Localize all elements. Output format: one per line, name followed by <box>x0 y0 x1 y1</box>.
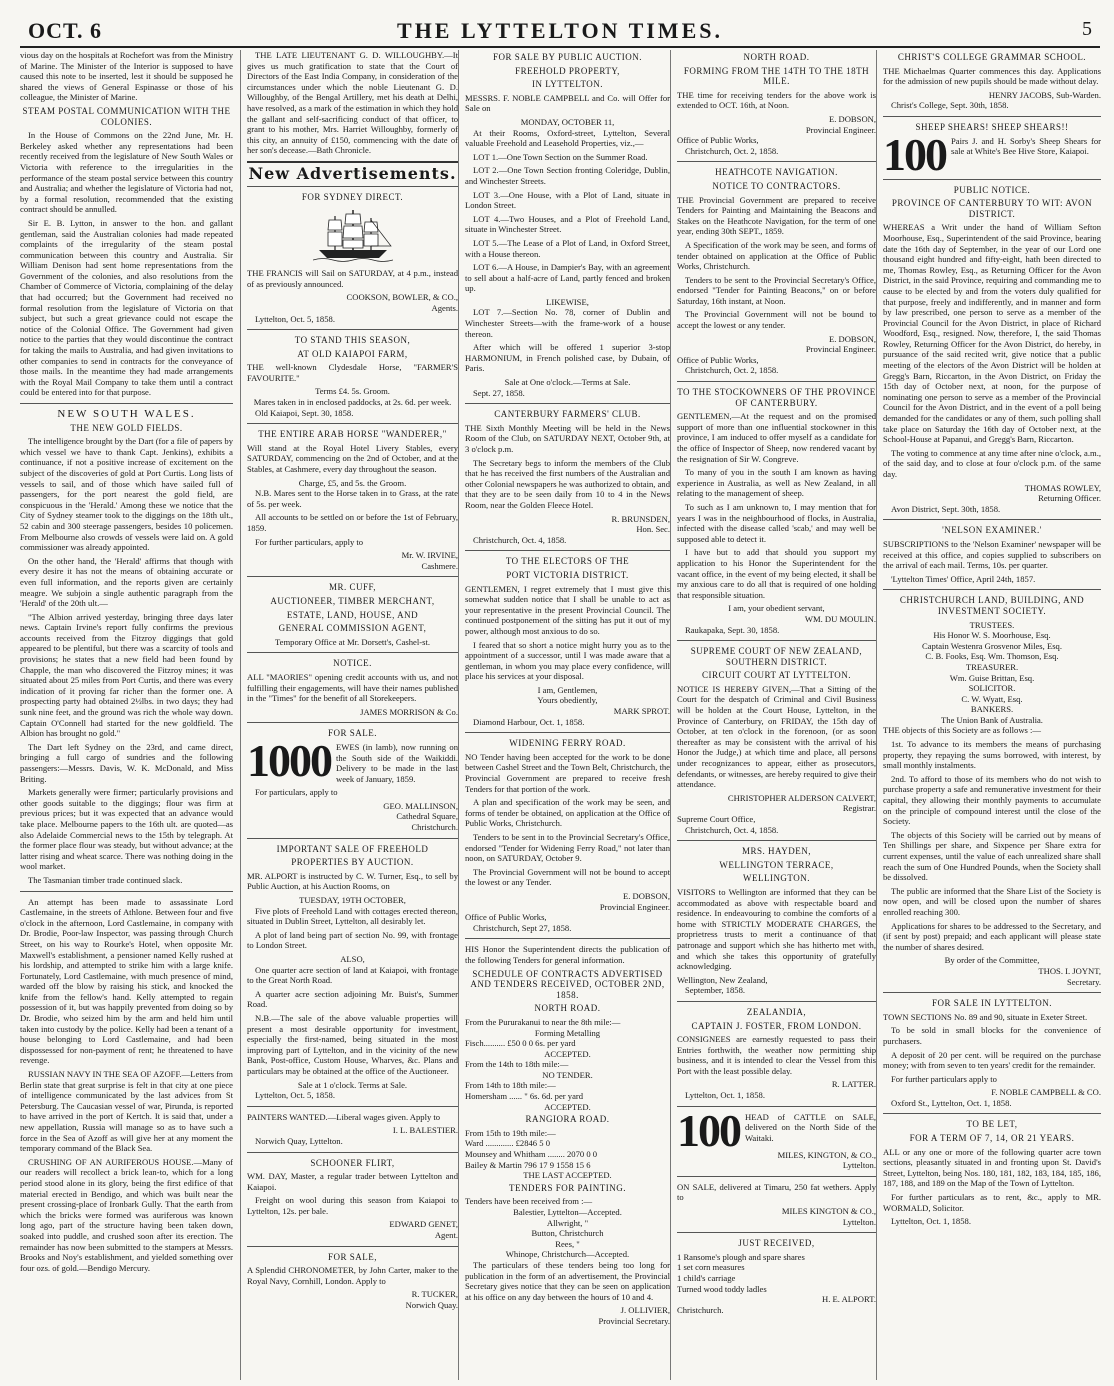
ad-heading: FOR SYDNEY DIRECT. <box>301 191 404 202</box>
article-text: The Tasmanian timber trade continued slack. <box>28 874 183 885</box>
ad-signature: Lyttelton. <box>842 1160 876 1171</box>
article-heading: STEAM POSTAL COMMUNICATION WITH THE COLONIES. <box>22 105 231 127</box>
divider <box>247 1106 458 1107</box>
ad-signature: Cathedral Square, <box>396 811 458 822</box>
ad-text: For further particulars, apply to <box>255 536 364 547</box>
column-2 <box>240 50 464 1380</box>
ad-text: Captain Westenra Grosvenor Miles, Esq. <box>922 640 1062 651</box>
table-row: Bailey & Martin 796 17 9 1558 15 6 <box>465 1159 591 1170</box>
ad-signature: Cashmere. <box>421 560 458 571</box>
ad-text: The voting to commence at any time after nine o'clock, a.m., of the said day, and to close at four o'clock p.m. of the same day. <box>883 447 1101 479</box>
ad-signature: Lyttelton. <box>842 1216 876 1227</box>
ad-text: Norwich Quay, Lyttelton. <box>255 1135 343 1146</box>
ad-text: Tenders to be sent to the Provincial Secretary's Office, endorsed "Tender for Painting Beacons," on or before Saturday, 16th instant, at Noon. <box>677 274 876 306</box>
ad-text: VISITORS to Wellington are informed that they can be accommodated as above with respectable board and residence. In endeavouring to combine the comforts of a home with STRICTLY MODERATE CHARGES, the proprietress trusts to merit a continuance of that patronage and support which she has hitherto met with, and which she takes this opportunity of gratefully acknowledging. <box>677 886 876 972</box>
table-row: Fisch.......... £50 0 0 6s. per yard <box>465 1038 576 1049</box>
divider <box>247 161 458 163</box>
ad-subheading: TREASURER. <box>965 661 1019 672</box>
ad-signature: MILES KINGTON & CO., <box>781 1206 876 1217</box>
article-text: Markets generally were firmer; particularly provisions and other goods suitable to the diggings; flour was firm at previous prices; but it was expected that an advance would take place. Melbourne papers to the 16th ult. are quoted—as also Adelaide Commercial news to the 15th by telegraph. At the former place flour was steady, but without advance; at the latter rising and wheat scarce. There was nothing doing in the wool market. <box>20 787 233 872</box>
divider <box>883 116 1101 117</box>
divider <box>883 519 1101 520</box>
ad-heading: CIRCUIT COURT AT LYTTELTON. <box>701 670 852 681</box>
ad-text: Mares taken in in enclosed paddocks, at 2s. 6d. per week. <box>253 397 452 408</box>
ad-big-number: 100 <box>883 128 946 180</box>
divider <box>465 732 670 733</box>
list-item: LOT 4.—Two Houses, and a Plot of Freehold Land, situate in Winchester Street. <box>465 213 670 235</box>
ad-date: Christchurch, Oct. 4, 1858. <box>685 824 779 835</box>
ad-heading: CANTERBURY FARMERS' CLUB. <box>494 409 641 420</box>
article-text: CRUSHING OF AN AURIFEROUS HOUSE.—Many of our readers will recollect a brick lean-to, which for a long period stood alone in its glory, being the first edifice of that material erected in Bendigo, and which was built near the present crossing-place of Ironbark Gully. That the earth from which the bricks were formed was auriferous was known long ago, part of the structure having been taken down, soaked into puddle, and crushed soon after its erection. The remainder has now been submitted to the stampers at Messrs. Brooks and Noy's establishment, and yielded something over four ozs. of gold.—Bendigo Mercury. <box>20 1156 233 1273</box>
ad-text: Office of Public Works, <box>465 912 547 923</box>
ad-heading: MR. CUFF, <box>328 582 377 593</box>
ad-text: TUESDAY, 19TH OCTOBER, <box>299 895 406 906</box>
ad-heading: IMPORTANT SALE OF FREEHOLD <box>276 843 429 854</box>
divider <box>247 722 458 723</box>
ad-heading: GENERAL COMMISSION AGENT, <box>278 623 427 634</box>
ad-heading: THE ENTIRE ARAB HORSE "WANDERER," <box>258 429 447 440</box>
ad-heading: SCHEDULE OF CONTRACTS ADVERTISED AND TENDERS RECEIVED, OCTOBER 2ND, 1858. <box>470 968 665 1000</box>
ad-text: For further particulars as to rent, &c., apply to MR. WORMALD, Solicitor. <box>883 1192 1101 1213</box>
divider <box>883 1113 1101 1114</box>
ad-heading: SHEEP SHEARS! SHEEP SHEARS!! <box>915 121 1069 132</box>
ad-heading: FOR SALE BY PUBLIC AUCTION. <box>493 52 642 62</box>
page-number: 5 <box>1082 18 1092 40</box>
ad-signature: I. L. BALESTIER. <box>392 1125 458 1136</box>
ad-signature: JAMES MORRISON & Co. <box>360 706 458 717</box>
ad-text: For further particulars apply to <box>891 1073 997 1084</box>
article-subheading: THE NEW GOLD FIELDS. <box>70 422 183 433</box>
ad-text: THE Michaelmas Quarter commences this day. Applications for the admission of new pupils should be made without delay. <box>883 65 1101 87</box>
divider <box>247 423 458 424</box>
list-item: Allwright, " <box>546 1217 589 1228</box>
divider <box>247 186 458 187</box>
ad-text: WM. DAY, Master, a regular trader between Lyttelton and Kaiapoi. <box>247 1171 458 1192</box>
ad-text: THE well-known Clydesdale Horse, "FARMER'S FAVOURITE." <box>247 362 458 383</box>
ad-heading: AUCTIONEER, TIMBER MERCHANT, <box>270 595 435 606</box>
ad-big-number: 100 <box>677 1104 740 1156</box>
ad-signature: THOMAS ROWLEY, <box>1024 482 1101 493</box>
ad-text: Tenders have been received from :— <box>465 1196 593 1207</box>
list-item: LOT 6.—A House, in Dampier's Bay, with an agreement to sell about a half-acre of Land, partly fenced and broken up. <box>465 262 670 294</box>
ad-signature: THOS. I. JOYNT, <box>1038 965 1101 976</box>
article-text: Sir E. B. Lytton, in answer to the hon. and gallant gentleman, said the Australian colonies had made repeated complaints of the irregularity of the steam postal communication between this country and Australia. Sir William Denison had sent home representations from the Government of the colonies, and also resolutions from the Chamber of Commerce of Victoria, complaining of the delay that had occurred; but the Government had received no formal resolution from the legislature of Victoria on that subject, but such a great grievance could not escape the notice of the Colonial Office. The Government had given notice to the parties that they would discontinue the contract for taking the mails to Australia, and had given invitations to other companies to send in contracts for the conveyance of those mails. In the meantime they had made arrangements with the Royal Mail Company to take them until a contract could be entered into for that purpose. <box>20 217 233 398</box>
ad-text: ALL or any one or more of the following quarter acre town sections, pleasantly situated in and fronting upon St. David's Street, Lyttelton, being Nos. 180, 181, 182, 183, 184, 185, 186, 187, 188, and 189 on the Map of the Town of Lyttelton. <box>883 1146 1101 1189</box>
ad-text: WHEREAS a Writ under the hand of William Sefton Moorhouse, Esq., Superintendent of the said Province, bearing date the 16th day of September, in the year of our Lord one thousand eight hundred and fifty-eight, hath been directed to me, Thomas Rowley, Esq., as Returning Officer for the Avon District, in the said Province, requiring and commanding me to cause to be elected by and from the voters duly qualified for that purpose, freely and indifferently, and in manner and form by law prescribed, one person to serve as a member of the Provincial Council for the Avon District, in place of Richard Woodford, Esq., resigned. Now, therefore, I, the said Thomas Rowley, Returning Officer for the Avon District, do hereby, in pursuance of the said recited writ, give notice that a public meeting of the electors of the Avon District will be holden at Gregg's Barn, Riccarton, in the Avon District, on Friday the 15th day of October next, at noon, for the purpose of nominating one person to serve as a member of the Provincial Council for the Avon District, and in the event of a poll being demanded for the candidates or any of them, such polling shall take place on Saturday the 16th day of October next, at the School-House at Papanui, and Gregg's Barn, Riccarton. <box>883 222 1101 445</box>
ad-heading: CAPTAIN J. FOSTER, FROM LONDON. <box>691 1020 862 1031</box>
ad-heading: FREEHOLD PROPERTY, <box>515 65 620 76</box>
ad-text: After which will be offered 1 superior 3-stop HARMONIUM, in French polished case, by Dubain, of Paris. <box>465 342 670 374</box>
ad-date: September, 1858. <box>685 985 746 996</box>
ad-text: The particulars of these tenders being too long for publication in the form of an advertisement, the Provincial Secretary gives notice that they can be seen on application at his office on any day between the hours of 10 and 4. <box>465 1259 670 1302</box>
ad-heading: TO STAND THIS SEASON, <box>294 335 411 346</box>
ad-text: ON SALE, delivered at Timaru, 250 fat wethers. Apply to <box>677 1181 876 1203</box>
ad-text: THE Provincial Government are prepared to receive Tenders for Painting and Maintaining the Beacons and Stakes on the Heathcote Navigation, for the term of one year, ending 30th SEPT., 1859. <box>677 194 876 237</box>
ad-text: ACCEPTED. <box>544 1101 591 1112</box>
table-row: Homersham ...... " 6s. 6d. per yard <box>465 1091 584 1102</box>
list-item: 1 Ransome's plough and spare shares <box>677 1251 805 1262</box>
ad-text: GENTLEMEN, I regret extremely that I must give this somewhat sudden notice that I shall be unable to act as your representative in the present Provincial Council. The continued postponement of the sitting has put it out of my power, although most anxious to do so. <box>465 583 670 636</box>
ad-heading: PROVINCE OF CANTERBURY TO WIT: AVON DISTRICT. <box>891 198 1093 219</box>
ad-text: The Provincial Government will not be bound to accept the lowest or any tender. <box>677 309 876 331</box>
ad-text: I have but to add that should you support my application to his Honor the Superintendent for the vacant office, in the event of my being elected, it shall be my anxious care to do all that is required of one holding that responsible situation. <box>677 547 876 600</box>
divider <box>20 891 233 892</box>
ad-text: EWES (in lamb), now running on the South side of the Waikiddi. Delivery to be made in the last week of January, 1859. <box>336 741 458 784</box>
ad-date: Diamond Harbour, Oct. 1, 1858. <box>473 716 585 727</box>
column-3 <box>458 50 676 1380</box>
ad-text: All accounts to be settled on or before the 1st of February, 1859. <box>247 512 458 533</box>
ad-text: THE FRANCIS will Sail on SATURDAY, at 4 p.m., instead of as previously announced. <box>247 268 458 289</box>
ad-text: Temporary Office at Mr. Dorsett's, Cashel-st. <box>275 636 430 647</box>
divider <box>465 550 670 551</box>
ad-heading: CHRIST'S COLLEGE GRAMMAR SCHOOL. <box>897 52 1087 62</box>
ad-date: Lyttelton, Oct. 1, 1858. <box>685 1090 765 1101</box>
ad-text: THE LAST ACCEPTED. <box>523 1170 612 1181</box>
article-text: THE LATE LIEUTENANT G. D. WILLOUGHBY.—It gives us much gratification to state that the Court of Directors of the East India Company, in consideration of the circumstances under which the noble Lieutenant G. D. Willoughby, of the Bengal Artillery, met his death at Delhi, have resolved, as a mark of the estimation in which they hold the gallant and self-sacrificing conduct of that officer, to grant to his mother, Mrs. Harriet Willoughby, formerly of this city, an annuity of £150, commencing with the date of her son's decease.—Bath Chronicle. <box>247 50 458 156</box>
divider <box>247 329 458 330</box>
ad-signature: Provincial Engineer. <box>805 124 876 135</box>
ad-heading: PORT VICTORIA DISTRICT. <box>506 569 629 580</box>
ad-text: Terms £4. 5s. Groom. <box>315 386 390 397</box>
list-item: LOT 1.—One Town Section on the Summer Road. <box>473 151 648 162</box>
ad-signature: Returning Officer. <box>1038 493 1101 504</box>
divider <box>677 1232 876 1233</box>
list-item: 1 set corn measures <box>677 1262 745 1273</box>
ad-signature: WM. DU MOULIN. <box>804 613 876 624</box>
divider <box>247 576 458 577</box>
ad-signature: MARK SPROT. <box>613 706 670 717</box>
ad-text: NOTICE IS HEREBY GIVEN,—That a Sitting of the Court for the despatch of Criminal and Civil Business will be holden at the Court House, Lyttelton, in the Province of Canterbury, on FRIDAY, the 15th day of October, at ten o'clock in the forenoon, (or as soon thereafter as may be consistent with the arrival of his Honor the Judge,) at which time and place, all persons under recognizances to appear, either as prosecutors, defendants, or witnesses, are hereby required to give their attendance. <box>677 683 876 790</box>
ad-text: For particulars, apply to <box>255 787 338 798</box>
ad-heading: PROPERTIES BY AUCTION. <box>291 857 414 868</box>
ad-text: To many of you in the south I am known as having experience in Australia, as well as New Zealand, in all relating to the management of sheep. <box>677 467 876 499</box>
list-item: Whinope, Christchurch—Accepted. <box>505 1249 630 1260</box>
ad-text: 2nd. To afford to those of its members who do not wish to purchase property a safe and remunerative investment for their capital, they allowing their monthly payments to accumulate on the principle of compound interest until the close of the Society. <box>883 773 1101 827</box>
ad-text: I am, your obedient servant, <box>728 603 825 614</box>
ad-heading: AT OLD KAIAPOI FARM, <box>297 348 408 359</box>
divider <box>247 838 458 839</box>
ad-text: PAINTERS WANTED.—Liberal wages given. Apply to <box>247 1111 441 1122</box>
ad-text: ALSO, <box>340 954 365 964</box>
ad-text: Tenders to be sent in to the Provincial Secretary's Office, endorsed "Tender for Widening Ferry Road," not later than noon, on SATURDAY, October 9. <box>465 832 670 864</box>
ad-heading: NOTICE. <box>333 658 372 669</box>
ad-heading: TO THE ELECTORS OF THE <box>505 556 630 567</box>
ad-text: Sale at 1 o'clock. Terms at Sale. <box>297 1079 408 1090</box>
ad-date: Christchurch, Sept 27, 1858. <box>473 922 572 933</box>
ad-heading: NORTH ROAD. <box>534 1003 601 1014</box>
ad-text: NO TENDER. <box>542 1069 593 1080</box>
ad-text: Supreme Court Office, <box>677 814 756 824</box>
ad-text: Office of Public Works, <box>677 354 759 365</box>
ad-heading: ZEALANDIA, <box>746 1006 807 1017</box>
ad-signature: EDWARD GENET, <box>389 1219 458 1230</box>
divider <box>883 992 1101 993</box>
divider <box>677 381 876 382</box>
ad-text: By order of the Committee, <box>944 955 1040 966</box>
list-item: Button, Christchurch <box>531 1228 604 1239</box>
column-1 <box>20 50 239 1380</box>
ad-subheading: BANKERS. <box>970 704 1014 715</box>
divider <box>465 938 670 939</box>
ad-heading: TO THE STOCKOWNERS OF THE PROVINCE OF CANTERBURY. <box>677 387 876 408</box>
ad-heading: FOR A TERM OF 7, 14, OR 21 YEARS. <box>909 1133 1075 1144</box>
ad-text: Pairs J. and H. Sorby's Sheep Shears for sale at White's Bee Hive Store, Kaiapoi. <box>951 135 1101 157</box>
ad-heading: FOR SALE IN LYTTELTON. <box>931 998 1053 1009</box>
ad-text: MR. ALPORT is instructed by C. W. Turner, Esq., to sell by Public Auction, at his Auction Rooms, on <box>247 870 458 892</box>
ad-heading: FOR SALE, <box>327 1251 377 1262</box>
ad-date: Lyttelton, Oct. 1, 1858. <box>891 1216 971 1227</box>
ad-heading: CHRISTCHURCH LAND, BUILDING, AND INVESTMENT SOCIETY. <box>899 595 1085 616</box>
ad-date: Christ's College, Sept. 30th, 1858. <box>891 100 1009 111</box>
ad-signature: Mr. W. IRVINE, <box>401 550 458 561</box>
ad-heading: ESTATE, LAND, HOUSE, AND <box>286 609 419 620</box>
ad-heading: IN LYTTELTON. <box>531 79 604 90</box>
ad-signature: Provincial Secretary. <box>598 1315 670 1326</box>
ad-text: HEAD of CATTLE on SALE, delivered on the North Side of the Waitaki. <box>745 1111 876 1143</box>
ad-text: ALL "MAORIES" opening credit accounts with us, and not fulfilling their engagements, will have their names published in the "Times" for the benefit of all Storekeepers. <box>247 671 458 704</box>
ad-text: MONDAY, OCTOBER 11, <box>520 116 615 127</box>
ad-signature: Hon. Sec. <box>636 524 670 535</box>
ad-text: The public are informed that the Share List of the Society is now open, and will be closed upon the number of shares enrolled reaching 300. <box>883 885 1101 917</box>
ad-date: Oxford St., Lyttelton, Oct. 1, 1858. <box>891 1097 1012 1108</box>
ad-date: Lyttelton, Oct. 5, 1858. <box>255 1090 335 1101</box>
ad-text: 1st. To advance to its members the means of purchasing property, they repaying the sums borrowed, with interest, by small monthly instalments. <box>883 739 1101 771</box>
ad-text: C. W. Wyatt, Esq. <box>961 693 1023 704</box>
ad-text: A plan and specification of the work may be seen, and forms of tender be obtained, on application at the Office of Public Works, Christchurch. <box>465 797 670 829</box>
ad-text: Applications for shares to be addressed to the Secretary, and (if sent by post) prepaid; and each applicant will please state the number of shares desired. <box>883 920 1101 952</box>
ad-text: C. B. Fooks, Esq. Wm. Thomson, Esq. <box>925 651 1059 662</box>
ad-text: Five plots of Freehold Land with cottages erected thereon, situated in Dublin Street, Lyttelton, all desirably let. <box>247 905 458 927</box>
list-item: LOT 3.—One House, with a Plot of Land, situate in London Street. <box>465 189 670 211</box>
ad-text: From the Pururakanui to near the 8th mile:— <box>465 1016 621 1027</box>
ad-text: GENTLEMEN,—At the request and on the promised support of more than one influential stockowner in this province, I am induced to offer myself as a candidate for the office of Inspector of Sheep, now rendered vacant by the resignation of Sir W. Congreve. <box>677 411 876 464</box>
table-row: Ward ............. £2846 5 0 <box>465 1138 550 1149</box>
ad-text: Wm. Guise Brittan, Esq. <box>949 672 1035 683</box>
ad-heading: WELLINGTON. <box>742 873 811 884</box>
ad-text: A Splendid CHRONOMETER, by John Carter, maker to the Royal Navy, Cornhill, London. Apply to <box>247 1265 458 1286</box>
ad-signature: Agent. <box>434 1230 458 1241</box>
ad-text: The Provincial Government will not be bound to accept the lowest or any Tender. <box>465 866 670 888</box>
ad-text: Sale at One o'clock.—Terms at Sale. <box>504 377 631 388</box>
ad-heading: TENDERS FOR PAINTING. <box>509 1182 626 1193</box>
ad-text: SUBSCRIPTIONS to the 'Nelson Examiner' newspaper will be received at this office, and copies supplied to subscribers on the arrival of each mail. Terms, 10s. per quarter. <box>883 538 1101 571</box>
ad-signature: GEO. MALLINSON, <box>383 800 458 811</box>
ad-date: Christchurch, Oct. 2, 1858. <box>685 145 779 156</box>
ad-date: Old Kaiapoi, Sept. 30, 1858. <box>255 407 354 418</box>
ad-big-number: 1000 <box>247 734 331 786</box>
ad-text: THE time for receiving tenders for the above work is extended to OCT. 16th, at Noon. <box>677 89 876 111</box>
list-item: Rees, " <box>555 1238 580 1249</box>
divider <box>247 1152 458 1153</box>
ad-text: I feared that so short a notice might hurry you as to the appointment of a successor, until I was made aware that a gentleman, in whom you may place every confidence, will place his services at your disposal. <box>465 639 670 682</box>
issue-date: OCT. 6 <box>28 18 103 43</box>
article-text: The intelligence brought by the Dart (for a file of papers by which vessel we have to thank Capt. Jenkins), exhibits a continuance, if not a positive increase of excitement on the subject of the discoveries of gold at Port Curtis. Long lists of vessels to sail, and of those which have sailed full of passengers, for the port nearest the gold field, are conspicuous in the 'Herald.' Among these we notice that the City of Sydney steamer took to the diggings on the 18th ult., 52 cabin and 300 steerage passengers, besides 10 policemen. From Melbourne also crowds of vessels were laid on. A gold commissioner was already appointed. <box>20 436 233 553</box>
ad-date: Lyttelton, Oct. 5, 1858. <box>255 313 335 324</box>
ad-text: A deposit of 20 per cent. will be required on the purchase money; with from seven to ten years' credit for the remainder. <box>883 1049 1101 1071</box>
article-text: In the House of Commons on the 22nd June, Mr. H. Berkeley asked whether any representations had been recently received from the legislature of New South Wales or Victoria with reference to the irregularities in the performance of the steam postal service between this country and Australia; and whether the legislature of Victoria had not, by a formal resolution, recommended that the existing contract should be annulled. <box>20 130 233 215</box>
ad-heading: FOR SALE. <box>327 728 377 739</box>
ad-date: Avon District, Sept. 30th, 1858. <box>891 503 1001 514</box>
ad-text: The objects of this Society will be carried out by means of Ten Shillings per share, and Sixpence per Share extra for current expenses, until the value of each unrealized share shall reach the sum of One Hundred Pounds, when the Society shall be dissolved. <box>883 829 1101 883</box>
ad-text: From 15th to 19th mile:— <box>465 1127 556 1138</box>
ad-heading: NOTICE TO CONTRACTORS. <box>712 180 841 191</box>
list-item: 1 child's carriage <box>677 1273 736 1283</box>
ad-signature: COOKSON, BOWLER, & CO., <box>346 292 458 303</box>
ad-heading: 'NELSON EXAMINER.' <box>942 525 1042 536</box>
ship-icon <box>313 206 393 264</box>
ad-heading: RANGIORA ROAD. <box>525 1114 610 1125</box>
ad-subheading: TRUSTEES. <box>969 619 1015 630</box>
ad-heading: MRS. HAYDEN, <box>742 846 811 857</box>
ad-signature: E. DOBSON, <box>828 113 876 124</box>
divider <box>883 589 1101 590</box>
ad-date: Christchurch, Oct. 4, 1858. <box>473 534 567 545</box>
list-item: LOT 5.—The Lease of a Plot of Land, in Oxford Street, with a House thereon. <box>465 237 670 259</box>
ad-signature: CHRISTOPHER ALDERSON CALVERT, <box>727 792 876 803</box>
divider <box>20 403 233 404</box>
article-heading: NEW SOUTH WALES. <box>57 408 196 420</box>
list-item: Turned wood toddy ladles <box>677 1283 767 1294</box>
article-text: An attempt has been made to assassinate Lord Castlemaine, in the streets of Athlone. Between four and five o'clock in the afternoon, Lord Castlemaine, in company with Dr. Brodie, Poor-law Inspector, was passing through Church Street, on his way to Rourke's Hotel, when opposite Mr. Maxwell's establishment, a pensioner named Kelly rushed at his lordship, and attempted to strike him with a large knife. Fortunately, Lord Castlemaine, with much presence of mind, warded off the blow by raising his stick, and knocked the knife from the fellow's hand. Kelly attempted to regain possession of it, but was happily prevented from doing so by Dr. Brodie, who seized him by the arm and held him until taken into custody by the police. Kelly had been a tenant of a house belonging to Lord Castlemaine, and had been dispossessed for non-payment of rent; he threatened to have revenge. <box>20 896 233 1066</box>
ad-signature: E. DOBSON, <box>828 333 876 344</box>
list-item: Balestier, Lyttelton—Accepted. <box>513 1207 622 1217</box>
ad-subheading: SOLICITOR. <box>968 683 1016 694</box>
ad-text: Office of Public Works, <box>677 135 759 146</box>
ad-text: The Union Bank of Australia. <box>941 714 1043 725</box>
table-header: Forming Metalling <box>534 1027 601 1038</box>
ad-text: TOWN SECTIONS No. 89 and 90, situate in Exeter Street. <box>883 1011 1088 1022</box>
list-item: LOT 2.—One Town Section fronting Coleridge, Dublin, and Winchester Streets. <box>465 165 670 186</box>
ad-text: Yours obediently, <box>537 695 598 706</box>
ad-heading: PUBLIC NOTICE. <box>953 184 1031 195</box>
masthead <box>20 10 1100 48</box>
ad-signature: MILES, KINGTON, & CO., <box>777 1149 876 1160</box>
table-row: Mounsey and Whitham ........ 2070 0 0 <box>465 1149 598 1160</box>
divider <box>247 1246 458 1247</box>
newspaper-title: THE LYTTELTON TIMES. <box>397 18 723 43</box>
divider <box>677 161 876 162</box>
ad-text: From the 14th to 18th mile:— <box>465 1059 569 1070</box>
divider <box>677 840 876 841</box>
ad-signature: R. TUCKER, <box>411 1289 458 1300</box>
ad-text: THE objects of this Society are as follows :— <box>883 725 1041 736</box>
ad-date: 'Lyttelton Times' Office, April 24th, 1857. <box>891 573 1036 584</box>
ad-text: I am, Gentlemen, <box>537 684 598 695</box>
ad-signature: J. OLLIVIER, <box>620 1305 670 1316</box>
ad-signature: Agents. <box>431 302 458 313</box>
divider <box>247 652 458 653</box>
ad-signature: R. BRUNSDEN, <box>611 513 670 524</box>
ad-text: N.B. Mares sent to the Horse taken in to Grass, at the rate of 5s. per week. <box>247 488 458 509</box>
ad-text: MESSRS. F. NOBLE CAMPBELL and Co. will Offer for Sale on <box>465 92 670 114</box>
ad-signature: Registrar. <box>842 803 876 814</box>
ad-text: Will stand at the Royal Hotel Livery Stables, every SATURDAY, commencing on the 2nd of October, and at the Stables, at Cashmere, every day throughout the season. <box>247 442 458 475</box>
ad-text: The Secretary begs to inform the members of the Club that he has received the first numbers of the Australian and other Colonial newspapers he was authorized to obtain, and that they are to be seen daily from 10 to 4 in the News Room, near the Golden Fleece Hotel. <box>465 457 670 510</box>
ad-signature: Norwich Quay. <box>405 1300 458 1311</box>
ad-text: At their Rooms, Oxford-street, Lyttelton, Several valuable Freehold and Leasehold Properties, viz.,— <box>465 127 670 149</box>
column-5 <box>876 50 1107 1380</box>
ad-heading: TO BE LET, <box>966 1119 1018 1130</box>
ad-signature: Provincial Engineer. <box>805 344 876 355</box>
ad-date: Raukapaka, Sept. 30, 1858. <box>685 624 780 635</box>
ad-signature: H. E. ALPORT. <box>822 1294 876 1305</box>
ad-heading: FORMING FROM THE 14TH TO THE 18TH MILE. <box>683 65 870 87</box>
ad-text: A plot of land being part of section No. 99, with frontage to London Street. <box>247 929 458 951</box>
divider <box>465 403 670 404</box>
ad-text: A Specification of the work may be seen, and forms of tender obtained on application at the Office of Public Works, Christchurch. <box>677 239 876 272</box>
ad-text: Freight on wool during this season from Kaiapoi to Lyttelton, 12s. per bale. <box>247 1195 458 1216</box>
article-text: On the other hand, the 'Herald' affirms that though with every desire it has not the means of obtaining accurate or even full information, and the reports given are certainly meagre. We subjoin a single authentic paragraph from the 'Herald' of the 20th ult.— <box>20 555 233 609</box>
ad-signature: Secretary. <box>1066 976 1101 987</box>
divider <box>677 640 876 641</box>
ad-text: His Honor W. S. Moorhouse, Esq. <box>933 630 1051 641</box>
ad-signature: Provincial Engineer. <box>599 901 670 912</box>
ad-signature: Christchurch. <box>411 822 458 833</box>
article-text: vious day on the hospitals at Rochefort was from the Ministry of Marine. The Minister of the Interior is supposed to have caused this note to be inserted, lest it should be supposed he shared the views of General Espinasse or those of his colleague, the Minister of Marine. <box>20 50 233 103</box>
ad-date: Wellington, New Zealand, <box>677 974 768 985</box>
ad-text: Christchurch. <box>677 1304 724 1315</box>
ad-signature: F. NOBLE CAMPBELL & CO. <box>991 1087 1101 1098</box>
ad-text: From 14th to 18th mile:— <box>465 1080 556 1091</box>
ad-date: Christchurch, Oct. 2, 1858. <box>685 365 779 376</box>
list-item: LOT 7.—Section No. 78, corner of Dublin and Winchester Streets—with the frame-work of a house thereon. <box>465 307 670 339</box>
ad-text: N.B.—The sale of the above valuable properties will present a most desirable opportunity for investment, especially the first-named, being situated in the most improving part of Lyttelton, and in the vicinity of the new Bank, Post-office, Custom House, Wharves, &c. Plans and particulars may be obtained at the office of the Auctioneer. <box>247 1012 458 1076</box>
ad-text: HIS Honor the Superintendent directs the publication of the following Tenders for general information. <box>465 944 670 965</box>
ad-text: ACCEPTED. <box>544 1048 591 1059</box>
ad-text: To be sold in small blocks for the convenience of purchasers. <box>883 1025 1101 1046</box>
ad-signature: R. LATTER. <box>831 1079 876 1090</box>
divider <box>677 1176 876 1177</box>
section-heading: New Advertisements. <box>248 163 457 183</box>
article-text: The Dart left Sydney on the 23rd, and came direct, bringing a full cargo of sundries and the following passengers:—Messrs. Davis, W. K. McDonald, and Miss Briting. <box>20 741 233 784</box>
ad-text: THE Sixth Monthly Meeting will be held in the News Room of the Club, on SATURDAY NEXT, October 9th, at 3 o'clock p.m. <box>465 422 670 454</box>
ad-heading: SUPREME COURT OF NEW ZEALAND, SOUTHERN DISTRICT. <box>690 646 863 667</box>
ad-text: One quarter acre section of land at Kaiapoi, with frontage to the Great North Road. <box>247 964 458 986</box>
ad-date: Sept. 27, 1858. <box>473 387 525 398</box>
ad-text: A quarter acre section adjoining Mr. Buist's, Summer Road. <box>247 988 458 1010</box>
ad-signature: HENRY JACOBS, Sub-Warden. <box>988 89 1101 100</box>
article-text: "The Albion arrived yesterday, bringing three days later news. Captain Irvine's report fully confirms the previous accounts received from the Fitzroy diggings that gold appeared to be plentiful, but there was a scarcity of tools and provisions; he states that a new field had been found by Chapple, the man who discovered the Fitzroy mines; it was situated about 25 miles from Port Curtis, and there was every indication of it proving far richer than the former one. A prospecting party had obtained 2½lbs. in two days; they had sunk nine feet, and the ground was rich the whole way down. Captain O'Connell had started for the new goldfield. The Albion has brought no gold." <box>20 611 233 739</box>
ad-heading: JUST RECEIVED, <box>738 1238 815 1249</box>
ad-text: To such as I am unknown to, I may mention that for years I was in the neighbourhood of flocks, in Australia, infected with the disease called 'scab,' and may well be supposed able to detect it. <box>677 501 876 544</box>
column-4 <box>670 50 882 1380</box>
ad-heading: WIDENING FERRY ROAD. <box>509 738 626 749</box>
ad-text: LIKEWISE, <box>546 296 589 307</box>
ad-text: NO Tender having been accepted for the work to be done between Cashel Street and the Town Belt, Christchurch, the Provincial Government are prepared to receive fresh Tenders for that portion of the work. <box>465 751 670 794</box>
article-text: RUSSIAN NAVY IN THE SEA OF AZOFF.—Letters from Berlin state that great surprise is felt in that city at one piece of intelligence communicated by the last advices from St Petersburg. The Caucasian vessel of war, Pirunda, is reported to have arrived in the port of Kertch. It is said that, under a new appellation, Russia will manage so as to have such a force in the Sea of Azoff as will give her at any moment the temporary command of the Black Sea. <box>20 1069 233 1154</box>
ad-heading: NORTH ROAD. <box>743 52 810 62</box>
ad-signature: E. DOBSON, <box>622 890 670 901</box>
ad-text: Charge, £5, and 5s. the Groom. <box>298 477 407 488</box>
divider <box>677 1001 876 1002</box>
ad-heading: WELLINGTON TERRACE, <box>719 859 834 870</box>
ad-text: CONSIGNEES are earnestly requested to pass their Entries forthwith, the weather now permitting ship business, and it is intended to clear the Vessel from this Port with the least possible delay. <box>677 1034 876 1076</box>
ad-heading: SCHOONER FLIRT, <box>310 1157 395 1168</box>
ad-heading: HEATHCOTE NAVIGATION. <box>715 167 838 178</box>
